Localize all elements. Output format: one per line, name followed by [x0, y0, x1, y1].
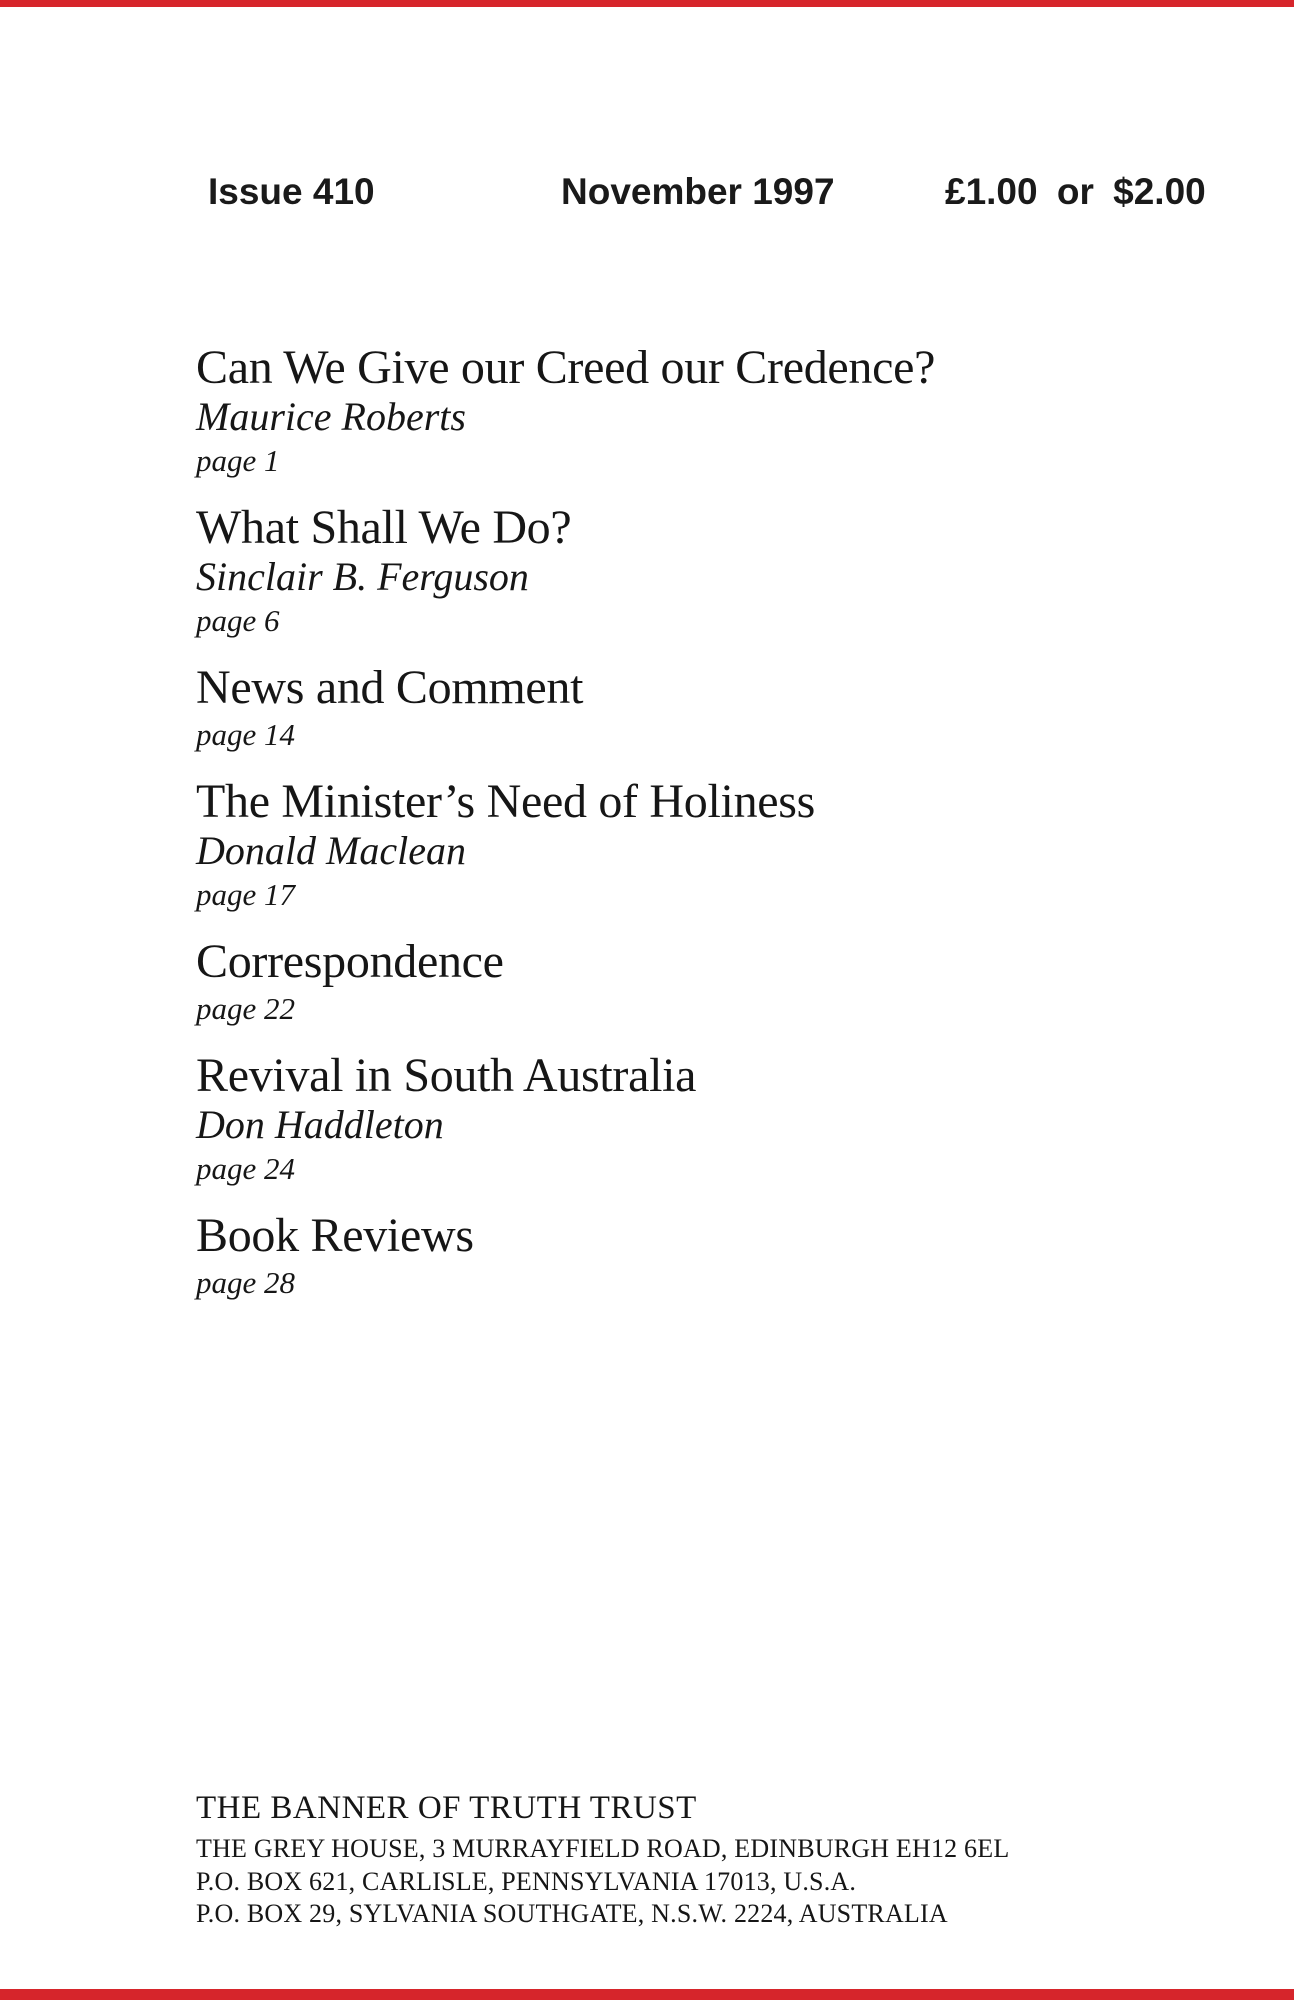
publisher-name: THE BANNER OF TRUTH TRUST	[196, 1790, 697, 1826]
toc-entry	[196, 1210, 1146, 1304]
publisher-block	[196, 1788, 1196, 1931]
toc-page-ref: page 22	[196, 991, 296, 1026]
toc-title: Book Reviews	[196, 1209, 474, 1262]
toc-title: Can We Give our Creed our Credence?	[196, 341, 936, 394]
toc-entry	[196, 342, 1146, 482]
toc-entry	[196, 776, 1146, 916]
toc-title: Revival in South Australia	[196, 1049, 697, 1102]
toc-entry	[196, 502, 1146, 642]
toc-author: Don Haddleton	[196, 1102, 444, 1147]
toc-page-ref: page 17	[196, 877, 296, 912]
toc-author: Donald Maclean	[196, 828, 466, 873]
toc-author: Sinclair B. Ferguson	[196, 554, 529, 599]
issue-date: November 1997	[561, 171, 835, 212]
table-of-contents	[196, 342, 1146, 1324]
toc-title: News and Comment	[196, 661, 584, 714]
publisher-address-line: THE GREY HOUSE, 3 MURRAYFIELD ROAD, EDINBURGH EH12 6EL	[196, 1834, 1010, 1863]
toc-title: Correspondence	[196, 935, 504, 988]
publisher-address-line: P.O. BOX 29, SYLVANIA SOUTHGATE, N.S.W. 2224, AUSTRALIA	[196, 1899, 948, 1928]
top-accent-bar	[0, 0, 1294, 7]
bottom-accent-bar	[0, 1989, 1294, 2000]
toc-title: What Shall We Do?	[196, 501, 572, 554]
publisher-address-line: P.O. BOX 621, CARLISLE, PENNSYLVANIA 17013, U.S.A.	[196, 1866, 857, 1896]
issue-number: Issue 410	[208, 171, 375, 212]
publisher-addresses	[196, 1833, 1196, 1931]
toc-page-ref: page 14	[196, 717, 296, 752]
toc-page-ref: page 6	[196, 603, 280, 638]
toc-entry	[196, 1050, 1146, 1190]
toc-page-ref: page 28	[196, 1265, 296, 1300]
toc-page-ref: page 24	[196, 1151, 296, 1186]
toc-page-ref: page 1	[196, 443, 280, 478]
toc-title: The Minister’s Need of Holiness	[196, 775, 816, 828]
toc-entry	[196, 662, 1146, 756]
issue-price: £1.00 or $2.00	[945, 171, 1206, 212]
toc-entry	[196, 936, 1146, 1030]
toc-author: Maurice Roberts	[196, 394, 466, 439]
